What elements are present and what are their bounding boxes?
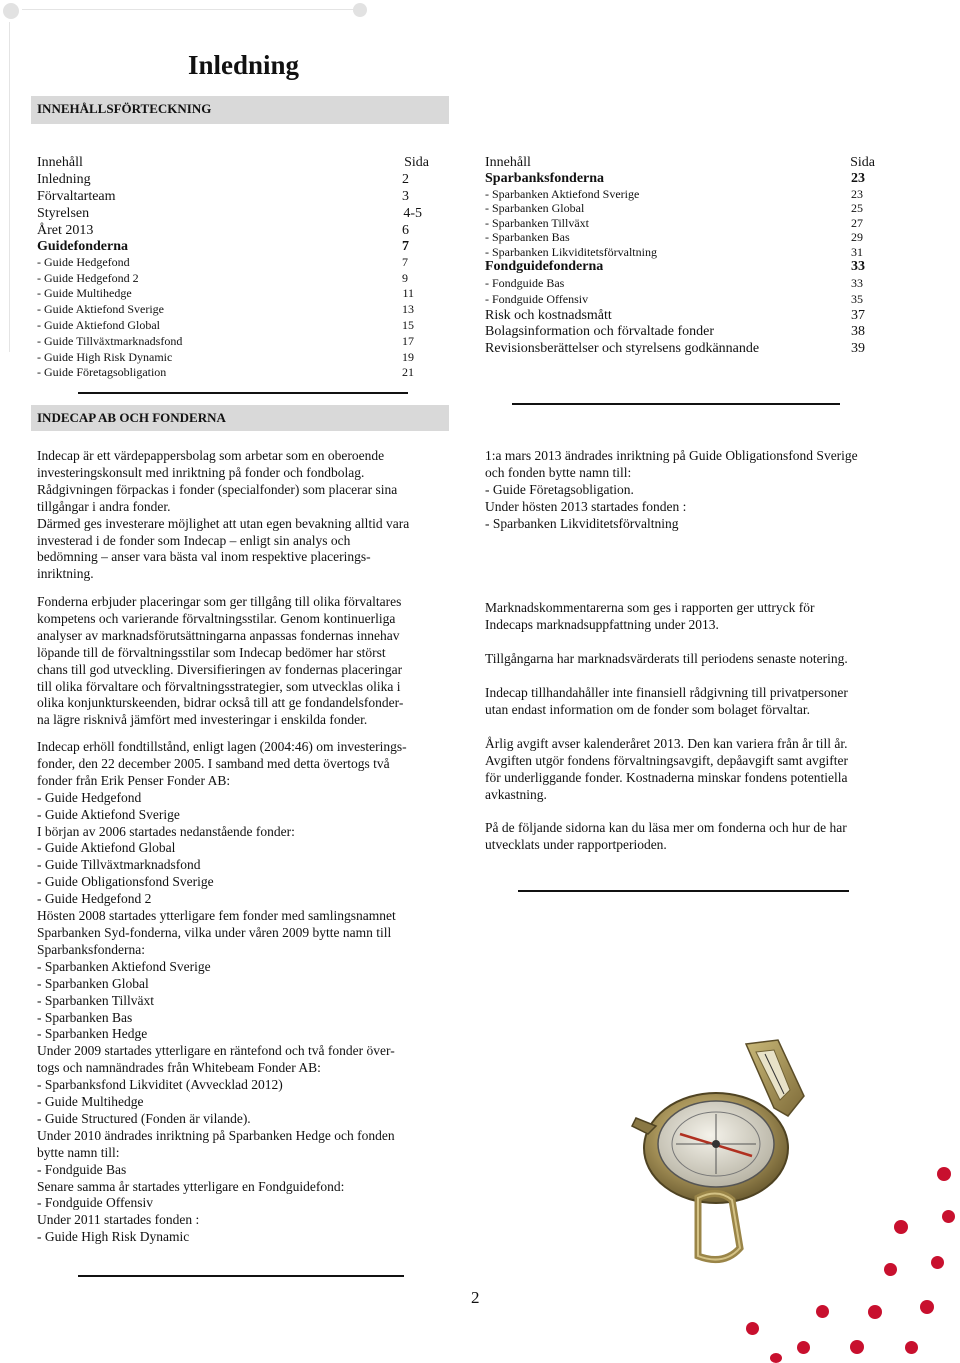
text-line: 1:a mars 2013 ändrades inriktning på Guide Obligationsfond Sverige [485,448,858,463]
red-dot [931,1256,944,1269]
text-line: Sparbanksfonderna: [37,941,145,957]
text-line: - Guide Hedgefond [37,789,142,805]
toc-label: - Guide High Risk Dynamic [37,349,173,364]
toc-label: Sparbanksfonderna [485,170,605,186]
right-paragraph-4 [485,685,848,719]
red-dot [920,1300,934,1314]
toc-page: Sida [850,155,875,170]
toc-label: Bolagsinformation och förvaltade fonder [485,324,714,340]
toc-row [37,286,429,302]
red-dot [868,1305,882,1319]
toc-page: 23 [851,186,863,201]
text-line: - Sparbanksfond Likviditet (Avvecklad 2012) [37,1077,283,1093]
toc-label: - Fondguide Offensiv [485,291,589,306]
toc-label: Innehåll [37,155,83,170]
toc-label: - Guide Hedgefond 2 [37,270,139,285]
text-line: Under 2011 startades fonden : [37,1212,200,1228]
text-line: - Sparbanken Bas [37,1009,133,1025]
toc-page: 19 [402,349,414,364]
toc-label: Året 2013 [37,222,94,238]
toc-page: 23 [851,170,865,186]
indecap-section-heading [31,405,449,431]
text-line: löpande till de förvaltningsstilar som Indecap bedömer har störst [37,644,386,660]
toc-row [37,365,429,381]
decor-dot [353,3,367,17]
toc-page: 13 [402,302,414,317]
text-line: På de följande sidorna kan du läsa mer om fonderna och hur de har [485,820,847,835]
right-paragraph-2 [485,600,815,634]
decor-frame-top [22,9,357,10]
toc-row [37,302,429,318]
toc-label: - Guide Aktiefond Sverige [37,302,164,317]
text-line: fonder från Erik Penser Fonder AB: [37,772,231,788]
toc-row [37,239,429,255]
right-bottom-divider [518,890,849,892]
toc-label: - Sparbanken Tillväxt [485,215,589,230]
toc-label: Risk och kostnadsmått [485,307,612,323]
text-line: utan endast information om de fonder som bolaget förvaltar. [485,701,811,717]
decor-dot [3,3,19,19]
toc-label: - Guide Aktiefond Global [37,317,160,332]
text-line: Marknadskommentarerna som ges i rapporten ger uttryck för [485,600,815,615]
text-line: Under 2010 ändrades inriktning på Sparbanken Hedge och fonden [37,1127,395,1143]
toc-label: - Sparbanken Global [485,201,585,216]
toc-row [485,308,875,325]
toc-page: 11 [402,286,414,301]
text-line: - Guide Multihedge [37,1094,144,1110]
text-line: Indecap är ett värdepappersbolag som arbetar som en oberoende [37,448,385,463]
toc-page: 7 [402,238,409,254]
toc-page: 9 [402,270,408,285]
toc-label: Förvaltarteam [37,188,116,204]
text-line: utvecklats under rapportperioden. [485,836,667,852]
text-line: - Guide Tillväxtmarknadsfond [37,857,201,873]
text-line: - Fondguide Offensiv [37,1195,153,1211]
toc-row [37,255,429,271]
toc-row [485,341,875,358]
text-line: togs och namnändrades från Whitebeam Fonder AB: [37,1060,321,1076]
toc-row [485,155,875,171]
toc-page: 4-5 [403,205,422,221]
toc-label: - Guide Multihedge [37,286,132,301]
text-line: - Guide Obligationsfond Sverige [37,874,214,890]
toc-row [485,276,875,291]
decor-frame-left [9,22,10,352]
text-line: - Sparbanken Likviditetsförvaltning [485,515,679,531]
toc-page: 39 [851,340,865,356]
red-dot [894,1220,908,1234]
toc-page: 31 [851,244,863,259]
red-dot [746,1322,759,1335]
toc-page: 27 [851,215,863,230]
text-line: Därmed ges investerare möjlighet att utan egen bevakning alltid vara [37,515,410,531]
text-line: - Sparbanken Hedge [37,1026,148,1042]
toc-row [37,271,429,287]
text-line: I början av 2006 startades nedanstående fonder: [37,823,295,839]
toc-row [37,171,429,188]
toc-page: 7 [402,254,408,269]
text-line: - Fondguide Bas [37,1161,127,1177]
toc-page: 15 [402,317,414,332]
toc-heading-label: INNEHÅLLSFÖRTECKNING [37,101,212,116]
toc-label: - Fondguide Bas [485,275,565,290]
text-line: Sparbanken Syd-fonderna, vilka under våren 2009 bytte namn till [37,924,392,940]
text-line: analyser av marknadsförutsättningarna anpassas fondernas innehav [37,627,400,643]
text-line: tillgångar i andra fonder. [37,498,171,514]
right-paragraph-3 [485,651,848,668]
text-line: - Guide Structured (Fonden är vilande). [37,1110,251,1126]
text-line: - Guide Företagsobligation. [485,481,634,497]
toc-row [485,324,875,341]
toc-left-divider [78,392,408,394]
text-line: Indecap erhöll fondtillstånd, enligt lagen (2004:46) om investerings- [37,739,407,754]
toc-label: Innehåll [485,155,531,170]
toc-row [485,259,875,276]
left-paragraph-2 [37,594,403,729]
text-line: Under 2009 startades ytterligare en räntefond och två fonder över- [37,1043,395,1059]
toc-label: Fondguidefonderna [485,259,604,275]
toc-page: 29 [851,230,863,245]
text-line: Fonderna erbjuder placeringar som ger tillgång till olika förvaltares [37,594,402,609]
text-line: - Sparbanken Tillväxt [37,992,154,1008]
toc-row [37,222,429,239]
toc-row [485,245,875,260]
toc-row [37,318,429,334]
toc-row [37,155,429,171]
toc-page: 33 [851,275,863,290]
toc-page: 3 [402,188,409,204]
toc-page: 2 [402,171,409,187]
toc-label: - Sparbanken Aktiefond Sverige [485,186,640,201]
indecap-heading-label: INDECAP AB OCH FONDERNA [37,410,226,425]
left-paragraph-1 [37,448,409,583]
toc-page: 21 [402,365,414,380]
text-line: na lägre risknivå jämfört med investeringar i enskilda fonder. [37,712,368,728]
red-dot [816,1305,829,1318]
toc-row [37,205,429,222]
text-line: - Sparbanken Global [37,975,149,991]
text-line: och fonden bytte namn till: [485,464,632,480]
red-dot [937,1167,951,1181]
red-dot [850,1340,864,1354]
text-line: fonder, den 22 december 2005. I samband med detta övertogs två [37,755,390,771]
toc-row [485,171,875,187]
text-line: Indecaps marknadsuppfattning under 2013. [485,616,719,632]
toc-label: - Sparbanken Likviditetsförvaltning [485,244,657,259]
text-line: Årlig avgift avser kalenderåret 2013. Den kan variera från år till år. [485,736,848,751]
left-paragraph-3 [37,739,407,1246]
toc-label: - Guide Företagsobligation [37,365,167,380]
text-line: Indecap tillhandahåller inte finansiell rådgivning till privatpersoner [485,685,848,700]
text-line: Tillgångarna har marknadsvärderats till periodens senaste notering. [485,651,848,666]
toc-row [37,188,429,205]
text-line: kompetens och varierande förvaltningsstilar. Genom kontinuerliga [37,610,396,626]
text-line: olika konjunkturskeenden, bidrar också till att ge fondandelsfonder- [37,695,404,711]
red-dot [770,1353,782,1363]
text-line: - Guide Hedgefond 2 [37,891,152,907]
right-paragraph-5 [485,736,848,804]
text-line: investerad i de fonder som Indecap – enligt sin analys och [37,532,351,548]
text-line: bedömning – anser vara bästa val inom respektive placerings- [37,549,371,565]
toc-row [485,291,875,308]
compass-illustration [628,1038,833,1273]
toc-page: 17 [402,333,414,348]
text-line: Under hösten 2013 startades fonden : [485,498,687,514]
toc-page: 37 [851,307,865,323]
page-number: 2 [471,1288,480,1307]
right-paragraph-6 [485,820,847,854]
toc-row [37,350,429,366]
text-line: Hösten 2008 startades ytterligare fem fonder med samlingsnamnet [37,908,396,924]
left-bottom-divider [78,1275,404,1277]
text-line: bytte namn till: [37,1144,120,1160]
toc-right [485,155,875,357]
compass-body [632,1093,788,1203]
toc-page: 25 [851,201,863,216]
toc-page: 35 [851,291,863,306]
toc-row [485,216,875,231]
toc-label: - Guide Hedgefond [37,254,130,269]
toc-section-heading [31,96,449,124]
toc-label: - Guide Tillväxtmarknadsfond [37,333,183,348]
toc-label: Inledning [37,171,91,187]
text-line: - Guide Aktiefond Sverige [37,806,180,822]
text-line: Senare samma år startades ytterligare en Fondguidefond: [37,1178,345,1194]
text-line: inriktning. [37,566,94,582]
text-line: chans till god utveckling. Diversifieringen av fondernas placeringar [37,661,403,677]
toc-row [485,187,875,202]
toc-row [485,230,875,245]
text-line: - Sparbanken Aktiefond Sverige [37,958,211,974]
text-line: till olika förvaltare och förvaltningsstrategier, som utvecklas olika i [37,678,401,694]
toc-page: 6 [402,222,409,238]
toc-right-divider [512,403,840,405]
toc-page: Sida [404,155,429,170]
toc-row [37,334,429,350]
toc-page: 33 [851,259,865,275]
text-line: avkastning. [485,786,547,802]
text-line: Rådgivningen förpackas i fonder (specialfonder) som placerar sina [37,481,398,497]
toc-page: 38 [851,324,865,340]
text-line: för underliggande fonder. Kostnaderna minskar fondens potentiella [485,769,848,785]
right-paragraph-1 [485,448,858,533]
toc-label: Revisionsberättelser och styrelsens godkännande [485,340,760,356]
page-title: Inledning [188,50,300,80]
red-dot [942,1210,955,1223]
text-line: investeringskonsult med inriktning på fonder och fondbolag. [37,464,365,480]
toc-label: - Sparbanken Bas [485,230,570,245]
text-line: - Guide High Risk Dynamic [37,1229,190,1245]
toc-label: Guidefonderna [37,238,129,254]
red-dot [884,1263,897,1276]
text-line: Avgiften utgör fondens förvaltningsavgift, depåavgift samt avgifter [485,752,849,768]
toc-label: Styrelsen [37,205,90,221]
red-dot [905,1341,918,1354]
toc-row [485,201,875,216]
toc-left [37,155,429,381]
red-dot [797,1341,810,1354]
text-line: - Guide Aktiefond Global [37,840,176,856]
